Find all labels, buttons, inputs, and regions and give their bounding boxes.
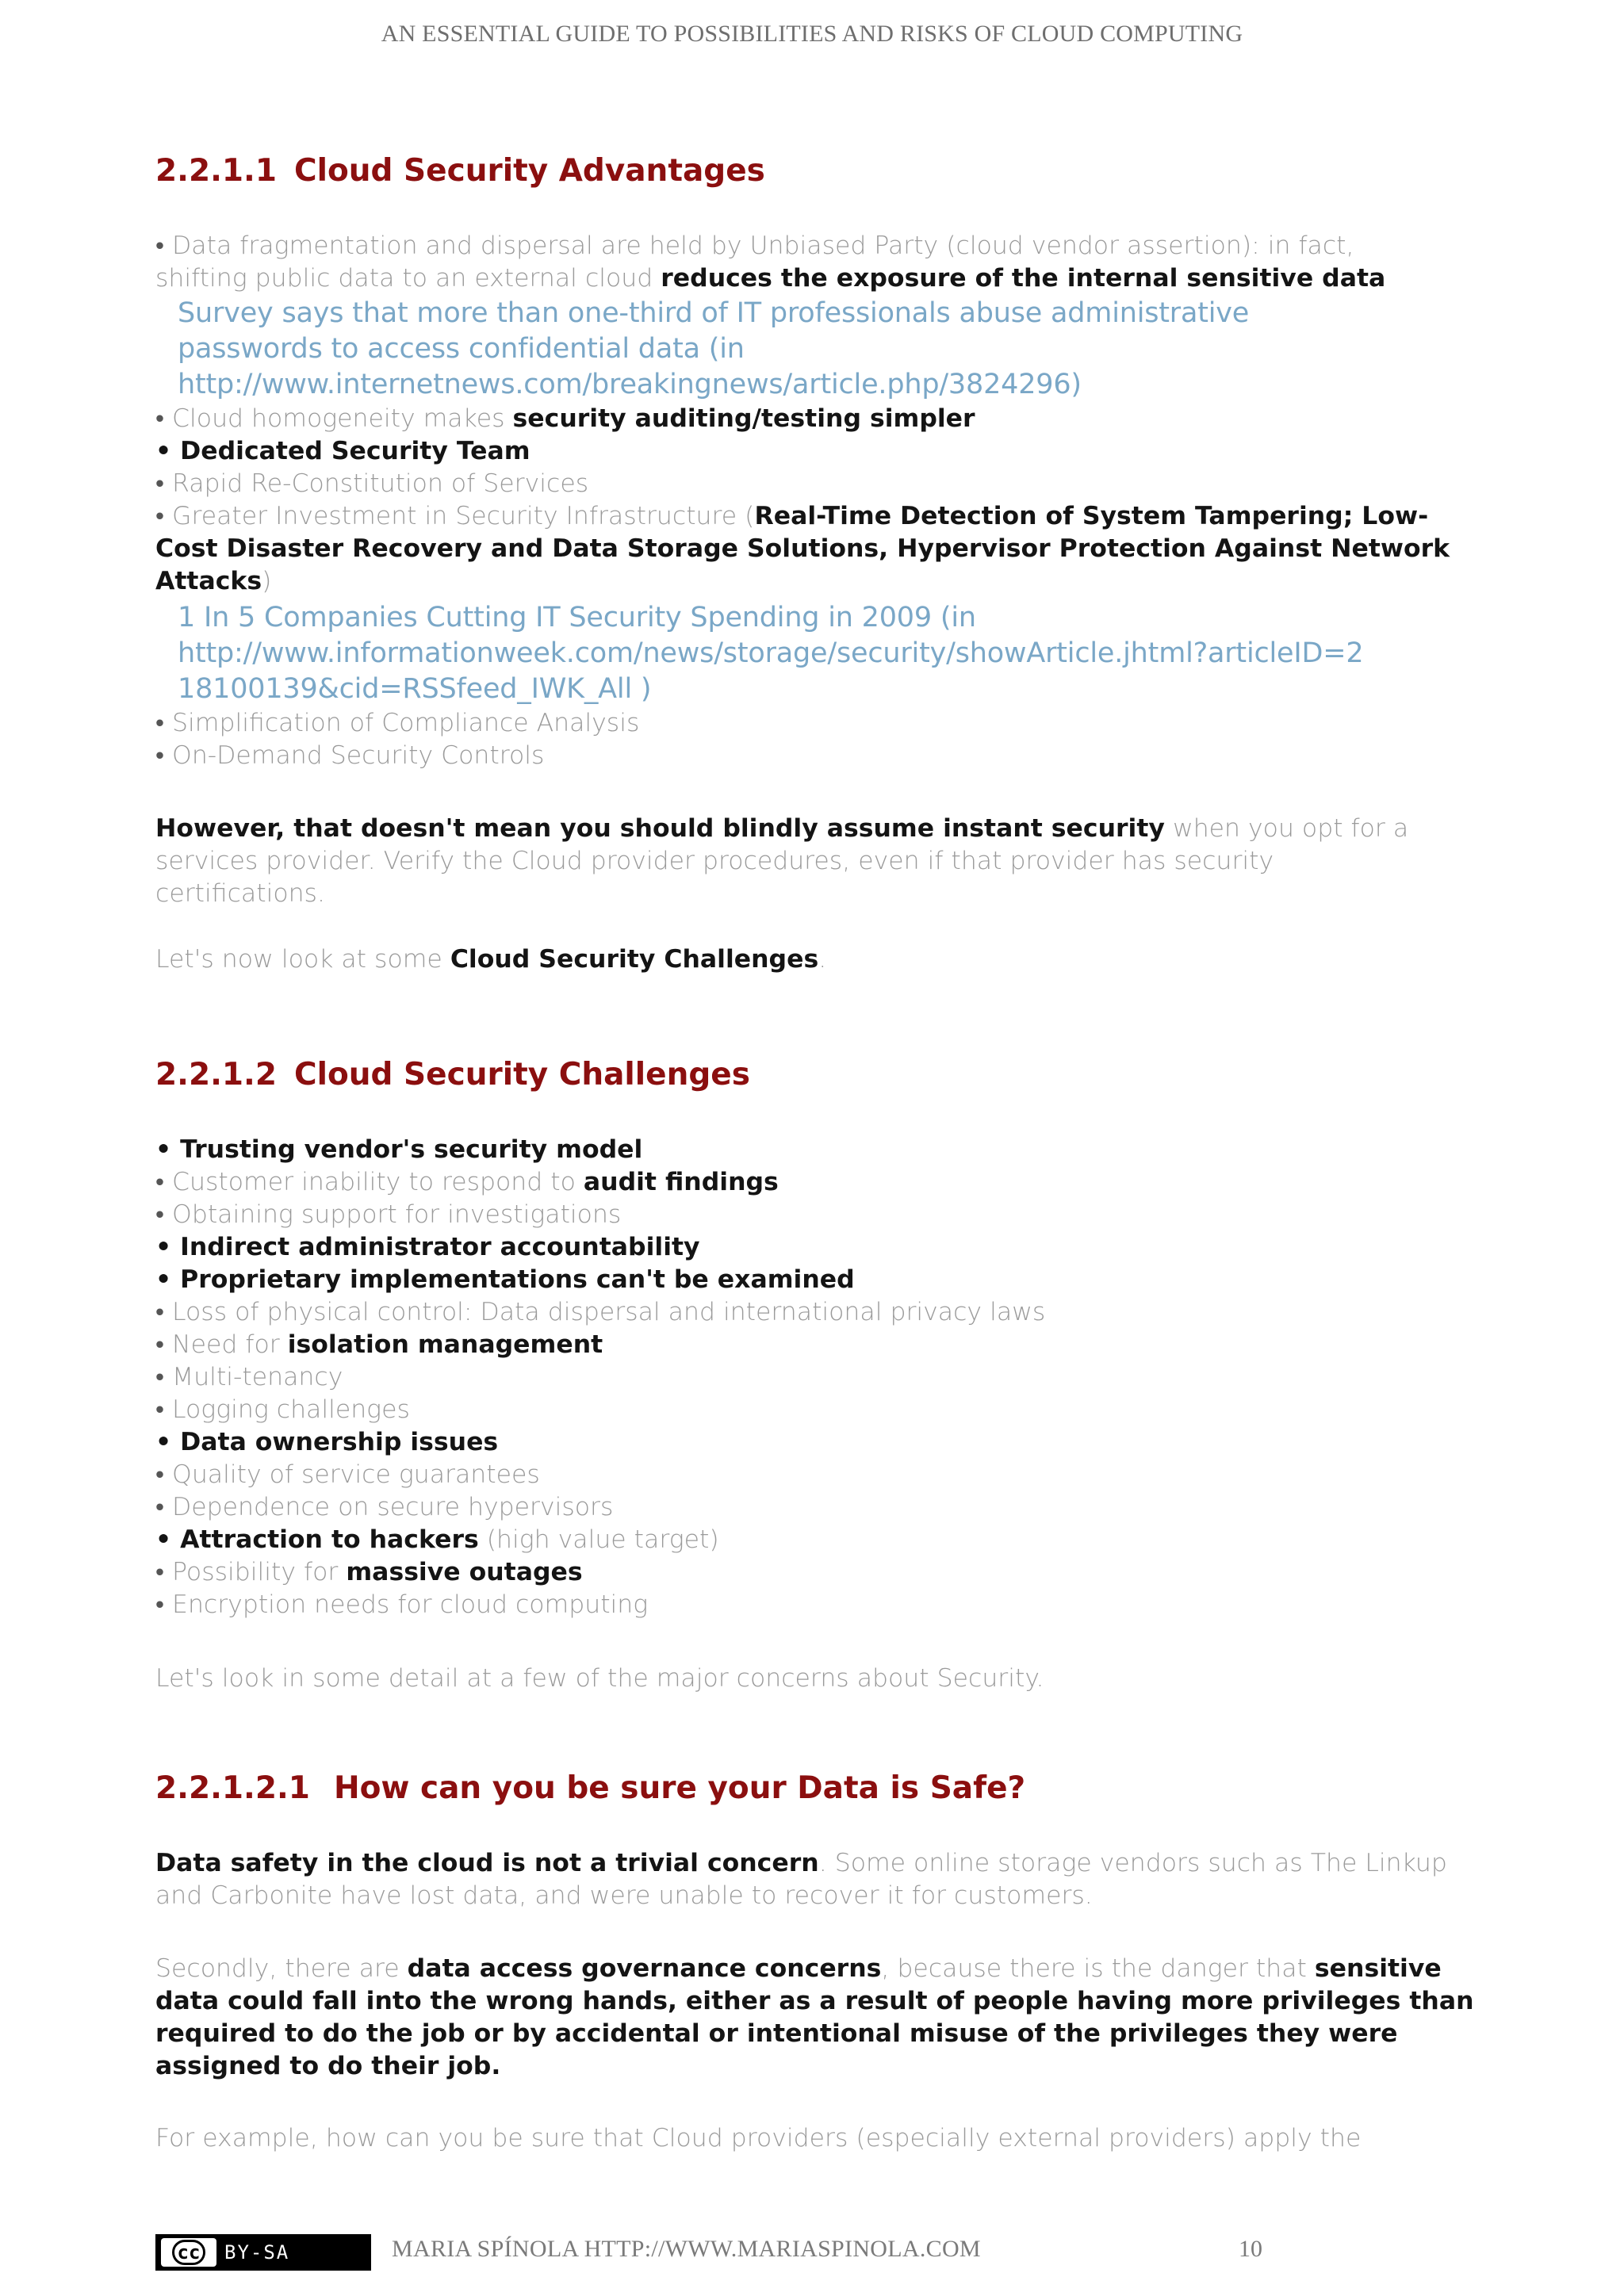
paragraph: Let's look in some detail at a few of the major concerns about Security.	[155, 1664, 1044, 1693]
reference-link[interactable]: 18100139&cid=RSSfeed_IWK_All )	[178, 673, 652, 705]
section-title: How can you be sure your Data is Safe?	[333, 1770, 1026, 1806]
paragraph: For example, how can you be sure that Cloud providers (especially external providers) apply the	[155, 2124, 1362, 2152]
cc-license-badge[interactable]	[155, 2234, 371, 2271]
reference-link[interactable]: Survey says that more than one-third of IT professionals abuse administrative	[178, 297, 1250, 329]
list-item: • Cloud homogeneity makes security auditing/testing simpler	[155, 404, 975, 433]
list-item: • Encryption needs for cloud computing	[155, 1590, 649, 1619]
list-item: • Loss of physical control: Data dispersal and international privacy laws	[155, 1298, 1046, 1326]
list-item: • Data fragmentation and dispersal are held by Unbiased Party (cloud vendor assertion): in fact,	[155, 232, 1354, 260]
list-item: • Attraction to hackers (high value target)	[155, 1525, 719, 1554]
paragraph-line: certifications.	[155, 879, 325, 908]
list-item: • Quality of service guarantees	[155, 1460, 540, 1489]
paragraph: Data safety in the cloud is not a trivial concern. Some online storage vendors such as The Linkup	[155, 1849, 1447, 1877]
list-item: • Logging challenges	[155, 1395, 410, 1424]
section-heading-challenges	[155, 1057, 750, 1093]
paragraph-line: data could fall into the wrong hands, either as a result of people having more privileges than	[155, 1987, 1474, 2015]
list-item: • Dependence on secure hypervisors	[155, 1493, 614, 1521]
paragraph-line: and Carbonite have lost data, and were unable to recover it for customers.	[155, 1881, 1093, 1910]
list-item: • Customer inability to respond to audit findings	[155, 1168, 779, 1196]
license-type: BY-SA	[224, 2241, 290, 2263]
paragraph: However, that doesn't mean you should blindly assume instant security when you opt for a	[155, 814, 1409, 843]
list-item: • Proprietary implementations can't be examined	[155, 1265, 855, 1294]
page-footer	[155, 2231, 1503, 2275]
running-header: AN ESSENTIAL GUIDE TO POSSIBILITIES AND RISKS OF CLOUD COMPUTING	[381, 21, 1243, 47]
list-item-continuation: Attacks)	[155, 567, 272, 595]
section-number: 2.2.1.2	[155, 1057, 277, 1093]
section-number: 2.2.1.1	[155, 153, 277, 189]
paragraph: Secondly, there are data access governance concerns, because there is the danger that sensitive	[155, 1954, 1442, 1983]
reference-link[interactable]: http://www.internetnews.com/breakingnews/article.php/3824296)	[178, 369, 1082, 400]
list-item: • Dedicated Security Team	[155, 437, 530, 465]
page-number: 10	[1239, 2236, 1262, 2262]
section-title: Cloud Security Challenges	[294, 1057, 750, 1093]
list-item: • Simplification of Compliance Analysis	[155, 709, 640, 737]
paragraph-line: required to do the job or by accidental or intentional misuse of the privileges they were	[155, 2019, 1398, 2048]
list-item: • Data ownership issues	[155, 1428, 499, 1456]
paragraph: Let's now look at some Cloud Security Challenges.	[155, 945, 827, 974]
list-item: • On-Demand Security Controls	[155, 741, 545, 770]
list-item: • Greater Investment in Security Infrastructure (Real-Time Detection of System Tampering; Low-	[155, 502, 1429, 530]
reference-link[interactable]: 1 In 5 Companies Cutting IT Security Spending in 2009 (in	[178, 602, 976, 633]
section-heading-advantages	[155, 153, 765, 189]
paragraph-line: assigned to do their job.	[155, 2052, 501, 2080]
list-item-continuation: shifting public data to an external cloud reduces the exposure of the internal sensitive data	[155, 264, 1386, 293]
list-item: • Indirect administrator accountability	[155, 1233, 700, 1261]
section-title: Cloud Security Advantages	[294, 153, 765, 189]
reference-link[interactable]: passwords to access confidential data (in	[178, 333, 745, 365]
list-item-continuation: Cost Disaster Recovery and Data Storage Solutions, Hypervisor Protection Against Network	[155, 534, 1450, 563]
author-site: MARIA SPÍNOLA HTTP://WWW.MARIASPINOLA.COM	[392, 2236, 981, 2262]
list-item: • Need for isolation management	[155, 1330, 603, 1359]
list-item: • Obtaining support for investigations	[155, 1200, 622, 1229]
paragraph-line: services provider. Verify the Cloud provider procedures, even if that provider has security	[155, 847, 1274, 875]
reference-link[interactable]: http://www.informationweek.com/news/storage/security/showArticle.jhtml?articleID=2	[178, 637, 1364, 669]
creative-commons-icon: cc	[161, 2238, 216, 2267]
list-item: • Rapid Re-Constitution of Services	[155, 469, 589, 498]
section-number: 2.2.1.2.1	[155, 1770, 310, 1806]
list-item: • Possibility for massive outages	[155, 1558, 583, 1586]
subsection-heading-data-safe	[155, 1770, 1025, 1806]
list-item: • Multi-tenancy	[155, 1363, 343, 1391]
list-item: • Trusting vendor's security model	[155, 1135, 643, 1164]
